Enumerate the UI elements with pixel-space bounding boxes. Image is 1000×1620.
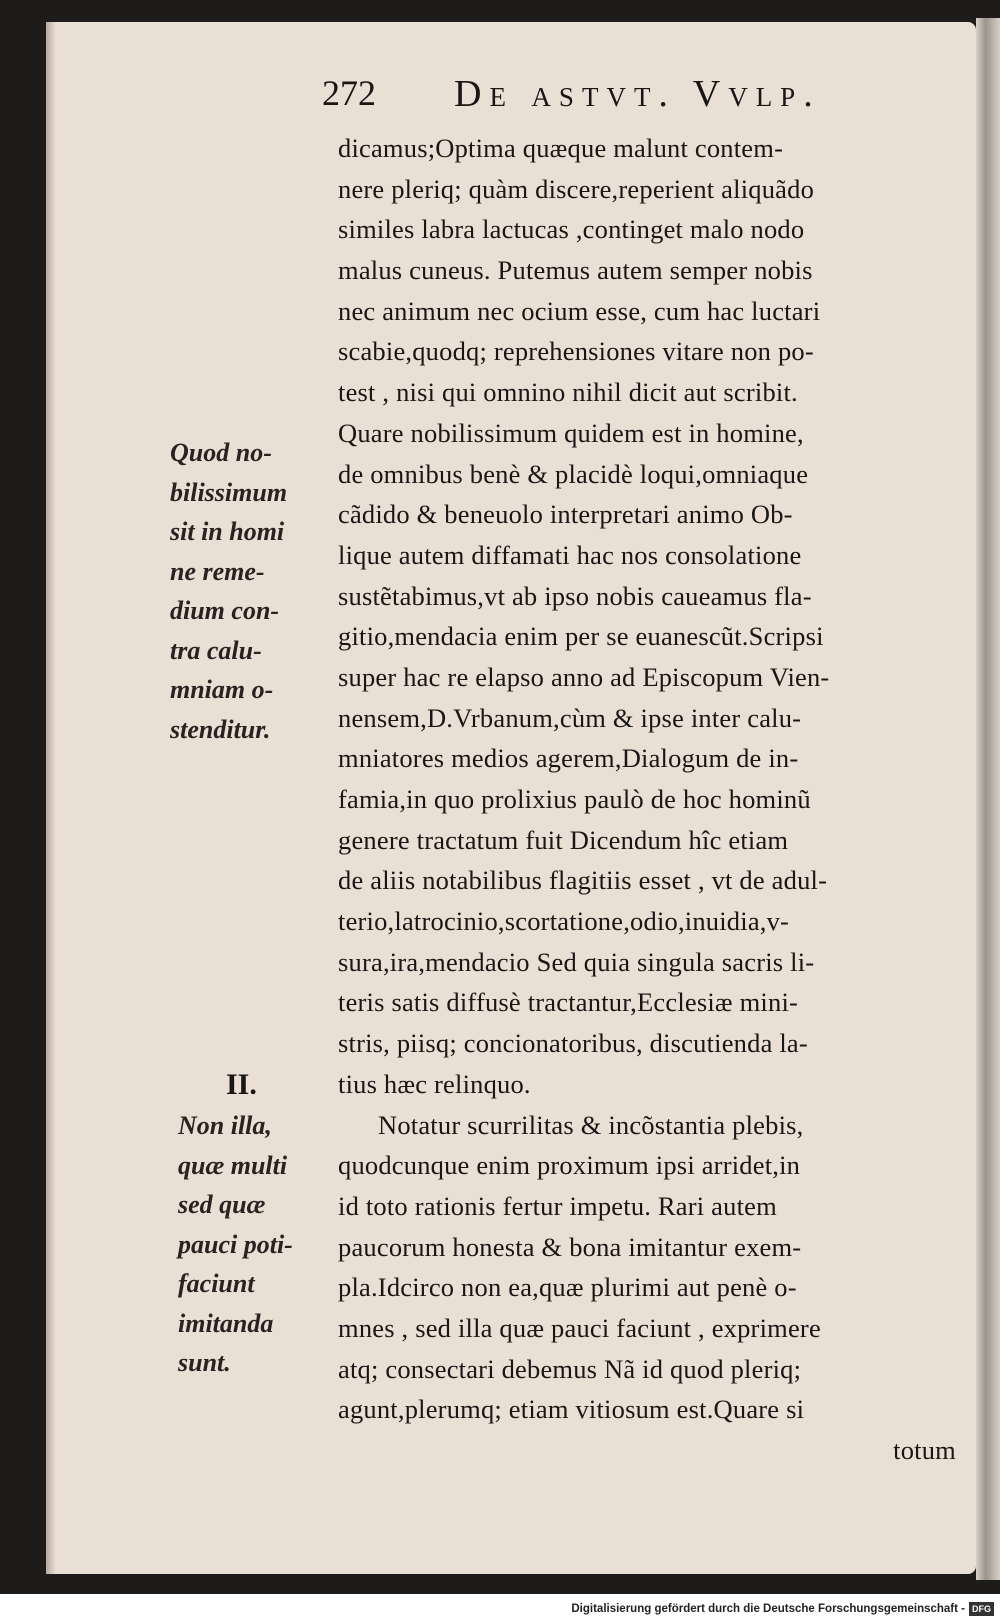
text-line: scabie,quodq; reprehensiones vitare non po- (338, 336, 814, 367)
margin-note-line: stenditur. (170, 714, 271, 744)
margin-note-line: mniam o- (170, 675, 274, 704)
text-line: nensem,D.Vrbanum,cùm & ipse inter calu- (338, 702, 802, 733)
page-header (322, 72, 922, 126)
margin-note-calumny (170, 433, 287, 749)
running-title: De astvt. Vvlp. (454, 73, 821, 115)
text-line: sura,ira,mendacio Sed quia singula sacris li- (338, 946, 815, 977)
catchword: totum (893, 1435, 956, 1465)
text-line: nere pleriq; quàm discere,reperient aliquãdo (338, 173, 815, 204)
page-gutter-shadow (46, 22, 56, 1574)
text-line: atq; consectari debemus Nã id quod pleriq; (338, 1353, 802, 1384)
text-line: similes labra lactucas ,continget malo nodo (338, 214, 805, 245)
text-line: famia,in quo prolixius paulò de hoc hominũ (338, 784, 811, 814)
text-line: teris satis diffusè tractantur,Ecclesiæ mini- (338, 987, 799, 1018)
text-line: malus cuneus. Putemus autem semper nobis (338, 255, 813, 286)
margin-note-line: faciunt (178, 1269, 255, 1298)
text-line: pla.Idcirco non ea,quæ plurimi aut penè o- (338, 1272, 797, 1303)
text-line: lique autem diffamati hac nos consolatione (338, 539, 802, 570)
page-number: 272 (322, 73, 376, 113)
margin-note-line: Non illa, (178, 1111, 272, 1140)
margin-note-line: Quod no- (170, 438, 272, 467)
text-line: Quare nobilissimum quidem est in homine, (338, 417, 804, 448)
book-edge (976, 18, 1000, 1580)
text-line: gitio,mendacia enim per se euanescũt.Scripsi (338, 621, 824, 652)
text-line: Notatur scurrilitas & incõstantia plebis, (378, 1109, 804, 1140)
digitization-footer (560, 1598, 1000, 1620)
text-line: stris, piisq; concionatoribus, discutienda la- (338, 1028, 808, 1059)
text-line: paucorum honesta & bona imitantur exem- (338, 1231, 802, 1262)
margin-note-line: ne reme- (170, 556, 265, 586)
text-line: genere tractatum fuit Dicendum hîc etiam (338, 824, 789, 855)
margin-note-line: sed quæ (178, 1190, 266, 1219)
text-line: mniatores medios agerem,Dialogum de in- (338, 743, 799, 774)
text-line: super hac re elapso anno ad Episcopum Vien- (338, 661, 830, 692)
margin-note-line: bilissimum (170, 477, 288, 507)
margin-note-line: quæ multi (178, 1150, 288, 1180)
main-text-block (338, 128, 956, 1471)
margin-note-line: tra calu- (170, 635, 262, 665)
margin-note-line: pauci poti- (178, 1229, 293, 1259)
footer-text: Digitalisierung gefördert durch die Deutsche Forschungsgemeinschaft - (571, 1603, 965, 1615)
text-line: agunt,plerumq; etiam vitiosum est.Quare si (338, 1394, 805, 1425)
text-line: mnes , sed illa quæ pauci faciunt , exprimere (338, 1312, 821, 1343)
text-line: de omnibus benè & placidè loqui,omniaque (338, 458, 809, 489)
text-line: id toto rationis fertur impetu. Rari autem (338, 1190, 777, 1221)
text-line: dicamus;Optima quæque malunt contem- (338, 133, 784, 163)
text-line: de aliis notabilibus flagitiis esset , vt de adul- (338, 865, 828, 896)
text-line: quodcunque enim proximum ipsi arridet,in (338, 1150, 801, 1181)
text-line: cãdido & beneuolo interpretari animo Ob- (338, 499, 793, 530)
margin-note-line: dium con- (170, 596, 280, 625)
text-line: test , nisi qui omnino nihil dicit aut scribit. (338, 377, 798, 408)
margin-note-line: sunt. (178, 1348, 231, 1377)
margin-note-line: sit in homi (170, 517, 285, 546)
text-line: sustẽtabimus,vt ab ipso nobis caueamus fla- (338, 580, 812, 611)
section-number: II. (226, 1068, 257, 1101)
margin-note-line: imitanda (178, 1308, 274, 1338)
text-line: tius hæc relinquo. (338, 1068, 531, 1099)
text-line: nec animum nec ocium esse, cum hac luctari (338, 295, 821, 326)
margin-note-imitation (178, 1106, 293, 1383)
dfg-logo: DFG (969, 1602, 994, 1616)
text-line: terio,latrocinio,scortatione,odio,inuidia,v- (338, 906, 790, 937)
